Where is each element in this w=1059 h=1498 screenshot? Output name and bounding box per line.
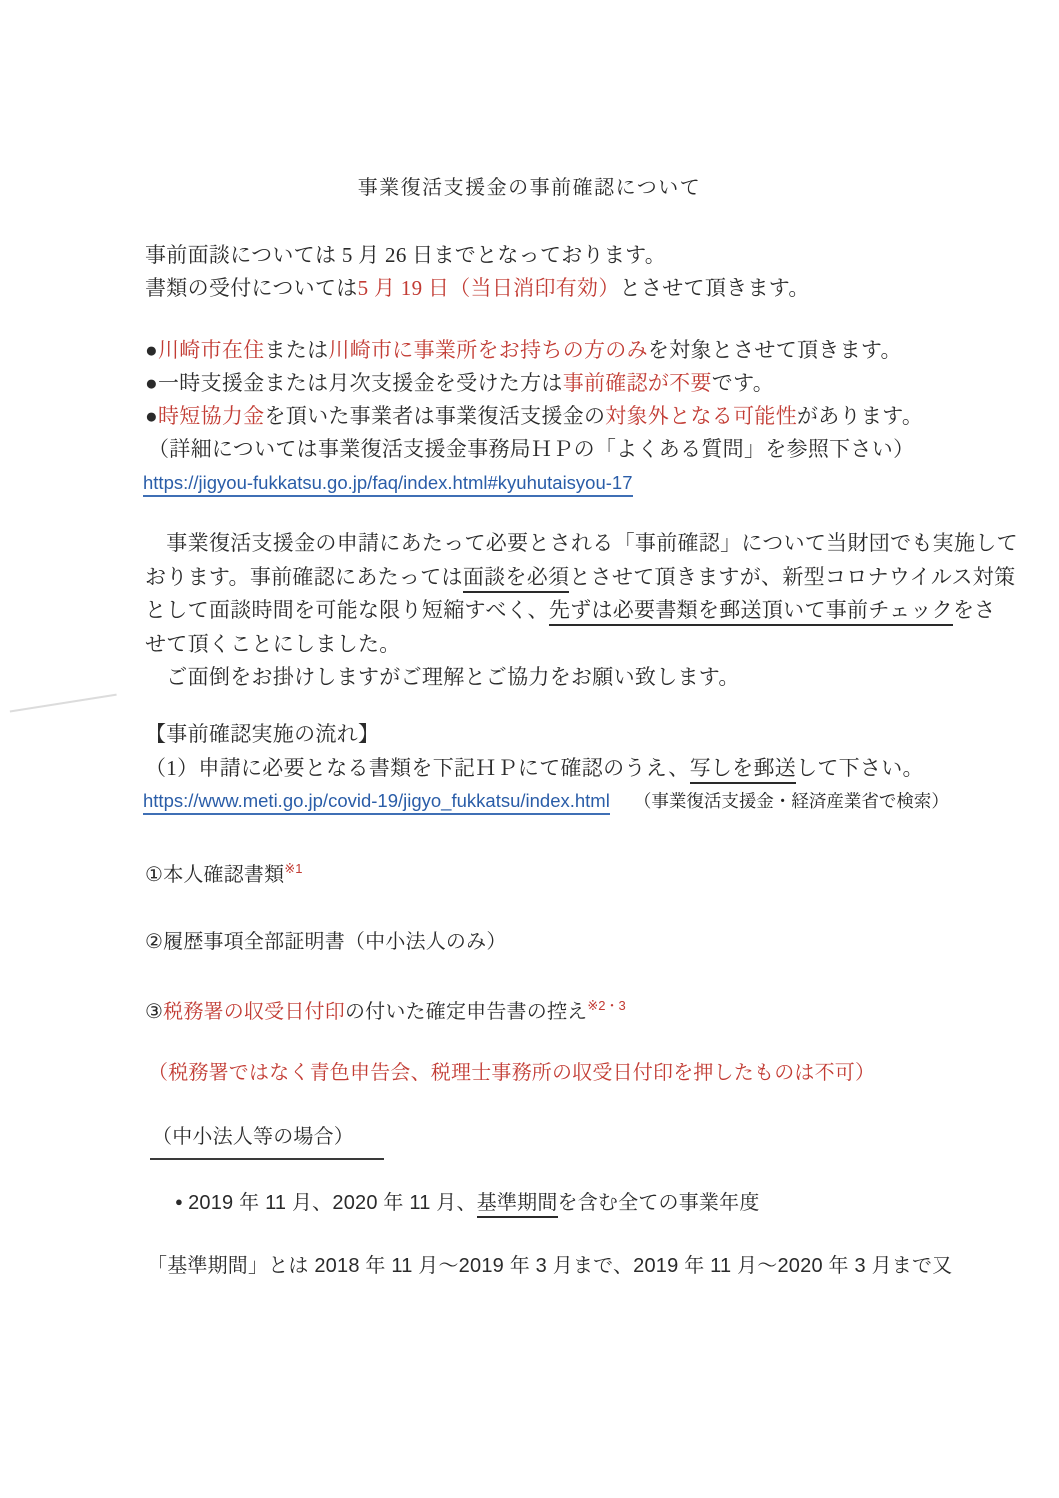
- text-segment: 2019 年 11 月、2020 年 11 月、: [188, 1192, 477, 1214]
- text-segment: ③: [145, 1001, 164, 1023]
- text-segment: 対象外となる可能性: [605, 404, 797, 428]
- text-segment: 事前面談については 5 月 26 日までとなっております。: [145, 243, 667, 267]
- red-note: [148, 1061, 875, 1086]
- text-segment: をさ: [952, 598, 996, 622]
- text-segment: ※2・3: [587, 998, 626, 1013]
- meti-link[interactable]: https://www.meti.go.jp/covid-19/jigyo_fukkatsu/index.html: [143, 790, 610, 815]
- search-hint: （事業復活支援金・経済産業省で検索）: [633, 791, 949, 811]
- text-segment: 時短協力金: [157, 404, 265, 428]
- page-title: 事業復活支援金の事前確認について: [357, 177, 702, 199]
- text-segment: を含む全ての事業年度: [557, 1192, 760, 1214]
- text-segment: ●: [175, 1194, 184, 1209]
- flow-step-1: [145, 755, 924, 781]
- text-segment: 税務署の収受日付印: [163, 1001, 345, 1023]
- bullet-jitan: [145, 403, 923, 429]
- text-segment: （1）申請に必要となる書類を下記ＨＰにて確認のうえ、: [145, 756, 690, 780]
- bullet-kawasaki: [145, 337, 902, 363]
- text-segment: ご面倒をお掛けしますがご理解とご協力をお願い致します。: [145, 665, 740, 689]
- meti-link-line: [143, 789, 949, 814]
- detail-note: [148, 436, 914, 462]
- faq-link[interactable]: https://jigyou-fukkatsu.go.jp/faq/index.html#kyuhutaisyou-17: [143, 472, 633, 497]
- item-2-rireki: [145, 930, 507, 955]
- text-segment: せて頂くことにしました。: [145, 632, 401, 656]
- text-segment: です。: [711, 371, 775, 395]
- text-segment: を頂いた事業者は事業復活支援金の: [264, 404, 606, 428]
- intro-line-2: [145, 275, 810, 301]
- text-segment: とさせて頂きますが、新型コロナウイルス対策: [569, 565, 1016, 589]
- item-3-kakutei: [145, 998, 626, 1025]
- text-segment: （中小法人等の場合）: [152, 1126, 354, 1148]
- text-segment: 書類の受付については: [145, 276, 358, 300]
- bullet-ichiji: [145, 370, 774, 396]
- faq-link-line: [143, 471, 633, 495]
- para-line-4: [145, 631, 401, 657]
- last-line: [147, 1254, 952, 1279]
- text-segment: ●一時支援金または月次支援金を受けた方は: [145, 371, 563, 395]
- text-segment: 川崎市在住: [157, 338, 265, 362]
- text-segment: 面談を必須: [463, 565, 570, 593]
- text-segment: （税務署ではなく青色申告会、税理士事務所の収受日付印を押したものは不可）: [148, 1062, 876, 1084]
- text-segment: の付いた確定申告書の控え: [344, 1001, 588, 1023]
- text-segment: 「基準期間」とは 2018 年 11 月～2019 年 3 月まで、2019 年 11 月～2020 年 3 月まで又: [147, 1255, 953, 1277]
- text-segment: 川崎市に事業所をお持ちの方のみ: [328, 338, 648, 362]
- text-segment: 事前確認が不要: [562, 371, 712, 395]
- intro-line-1: [145, 242, 666, 268]
- text-segment: ※1: [284, 861, 303, 876]
- text-segment: ●: [145, 404, 158, 428]
- text-segment: （詳細については事業復活支援金事務局ＨＰの「よくある質問」を参照下さい）: [148, 437, 915, 461]
- text-segment: があります。: [797, 404, 924, 428]
- text-segment: ①本人確認書類: [145, 864, 285, 886]
- text-segment: して下さい。: [796, 756, 924, 780]
- text-segment: ②履歴事項全部証明書（中小法人のみ）: [145, 931, 507, 953]
- text-segment: おります。事前確認にあたっては: [145, 565, 463, 589]
- text-segment: 【事前確認実施の流れ】: [145, 722, 380, 746]
- para-line-1: [145, 530, 1018, 556]
- flow-heading: [145, 721, 379, 747]
- text-segment: 先ずは必要書類を郵送頂いて事前チェック: [549, 598, 953, 626]
- para-line-5: [145, 664, 740, 690]
- text-segment: 5 月 19 日（当日消印有効）: [357, 276, 620, 300]
- text-segment: または: [264, 338, 329, 362]
- text-segment: 写しを郵送: [690, 756, 797, 784]
- text-segment: を対象とさせて頂きます。: [647, 338, 902, 362]
- text-segment: とさせて頂きます。: [619, 276, 810, 300]
- period-bullet: [175, 1191, 760, 1216]
- item-1-honnin: [145, 861, 302, 888]
- para-line-3: [145, 597, 996, 623]
- text-segment: として面談時間を可能な限り短縮すべく、: [145, 598, 549, 622]
- para-line-2: [145, 564, 1015, 590]
- case-heading: [150, 1125, 384, 1160]
- scan-artifact: [10, 694, 119, 723]
- text-segment: 基準期間: [477, 1192, 558, 1218]
- text-segment: ●: [145, 338, 158, 362]
- text-segment: 事業復活支援金の申請にあたって必要とされる「事前確認」について当財団でも実施して: [145, 531, 1018, 555]
